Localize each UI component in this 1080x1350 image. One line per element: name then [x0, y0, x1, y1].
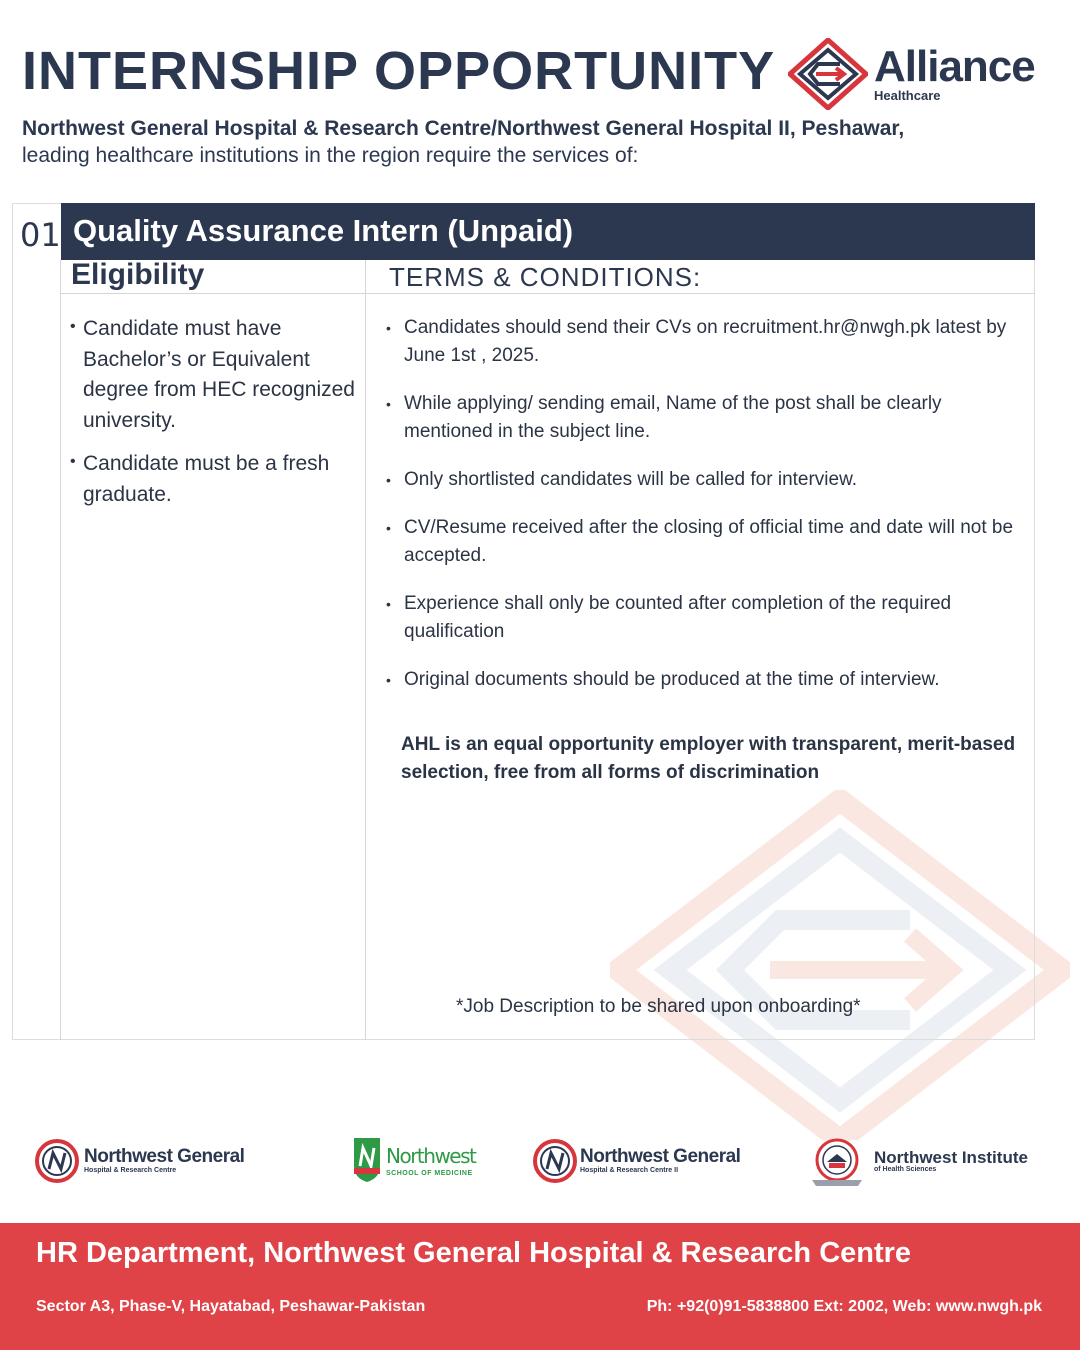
header-row-divider — [61, 293, 1035, 294]
partner-name: Northwest General — [580, 1146, 741, 1167]
school-shield-icon — [352, 1136, 382, 1184]
term-text: Experience shall only be counted after completion of the required qualification — [404, 593, 952, 642]
footer — [0, 1223, 1080, 1350]
eligibility-heading: Eligibility — [71, 258, 205, 291]
list-item — [386, 590, 1016, 646]
position-title: Quality Assurance Intern (Unpaid) — [73, 213, 574, 248]
bullet-icon: • — [70, 318, 76, 335]
bullet-icon: • — [386, 472, 391, 488]
bullet-icon: • — [386, 396, 391, 412]
partner-subtitle: Hospital & Research Centre II — [580, 1167, 679, 1174]
term-text: While applying/ sending email, Name of the post shall be clearly mentioned in the subject line. — [404, 393, 942, 442]
term-text: CV/Resume received after the closing of official time and date will not be accepted. — [404, 517, 1014, 566]
term-text: Only shortlisted candidates will be called for interview. — [404, 469, 858, 490]
partner-logo-nwgh-2 — [532, 1132, 772, 1192]
partner-logo-institute — [808, 1132, 1038, 1192]
institute-seal-icon — [808, 1136, 866, 1188]
partner-subtitle: SCHOOL OF MEDICINE — [386, 1170, 473, 1177]
term-text: Candidates should send their CVs on recruitment.hr@nwgh.pk latest by June 1st , 2025. — [404, 317, 1007, 366]
alliance-logo-icon — [788, 38, 868, 110]
equal-opportunity-statement: AHL is an equal opportunity employer with transparent, merit-based selection, free from all forms of discrimination — [401, 734, 1016, 783]
job-description-note: *Job Description to be shared upon onboarding* — [456, 996, 861, 1017]
partner-name: Northwest — [386, 1144, 476, 1168]
list-item — [386, 514, 1016, 570]
partner-name: Northwest Institute — [874, 1148, 1028, 1167]
position-number: 01 — [20, 216, 61, 254]
terms-list — [386, 314, 1016, 714]
list-item — [386, 666, 1016, 694]
bullet-icon: • — [386, 320, 391, 336]
footer-title: HR Department, Northwest General Hospital & Research Centre — [36, 1237, 912, 1269]
list-item — [70, 449, 362, 510]
partner-logo-school-of-medicine — [352, 1132, 476, 1192]
partner-subtitle: of Health Sciences — [874, 1166, 937, 1173]
list-item — [386, 314, 1016, 370]
eligibility-list — [70, 314, 362, 523]
bullet-icon: • — [386, 596, 391, 612]
alliance-healthcare-logo — [788, 38, 1048, 110]
eligibility-text: Candidate must have Bachelor’s or Equivalent degree from HEC recognized university. — [83, 317, 355, 432]
partner-name: Northwest General — [84, 1146, 245, 1167]
partner-logo-nwgh — [34, 1132, 274, 1192]
intro-line-2: leading healthcare institutions in the region require the services of: — [22, 144, 639, 167]
page-title: INTERNSHIP OPPORTUNITY — [22, 41, 776, 101]
nwgh-logo-icon — [34, 1138, 80, 1184]
bullet-icon: • — [386, 520, 391, 536]
footer-address: Sector A3, Phase-V, Hayatabad, Peshawar-Pakistan — [36, 1298, 426, 1315]
list-item — [70, 314, 362, 436]
eligibility-text: Candidate must be a fresh graduate. — [83, 452, 330, 506]
intro-line-1: Northwest General Hospital & Research Centre/Northwest General Hospital II, Peshawar, — [22, 117, 905, 140]
terms-heading: TERMS & CONDITIONS: — [389, 262, 702, 292]
position-title-bar — [61, 203, 1035, 260]
bullet-icon: • — [70, 453, 76, 470]
footer-contact: Ph: +92(0)91-5838800 Ext: 2002, Web: www.nwgh.pk — [646, 1298, 1042, 1315]
brand-name: Alliance — [874, 42, 1035, 91]
bullet-icon: • — [386, 672, 391, 688]
column-divider — [60, 260, 61, 1040]
nwgh-logo-icon — [532, 1138, 578, 1184]
partner-subtitle: Hospital & Research Centre — [84, 1167, 177, 1174]
list-item — [386, 390, 1016, 446]
column-divider — [365, 260, 366, 1040]
list-item — [386, 466, 1016, 494]
term-text: Original documents should be produced at the time of interview. — [404, 669, 940, 690]
brand-subtitle: Healthcare — [874, 88, 941, 103]
